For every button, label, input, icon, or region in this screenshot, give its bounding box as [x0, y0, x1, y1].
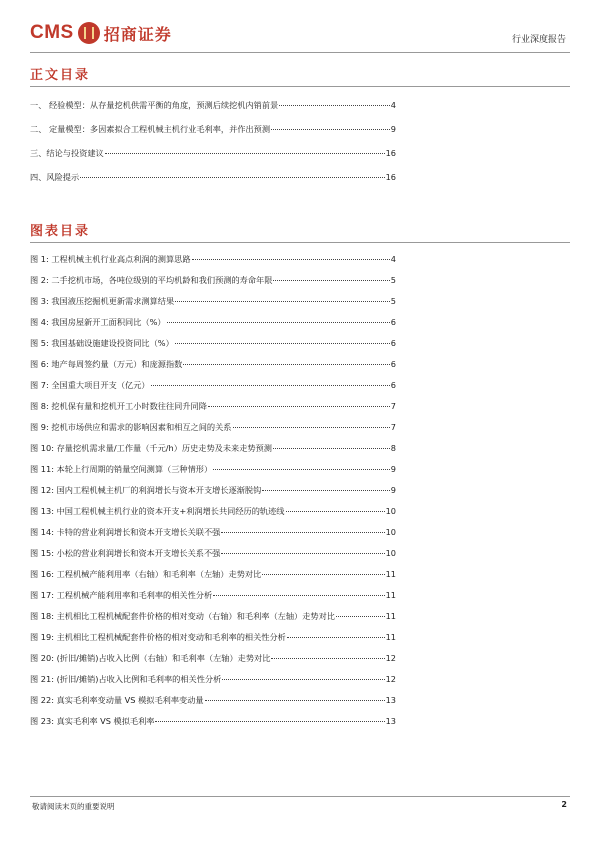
dot-leader	[213, 469, 390, 470]
dot-leader	[208, 406, 390, 407]
figure-entry-label: 图 11: 本轮上行周期的销量空间测算（三种情形）	[30, 464, 213, 474]
figure-entry-label: 图 4: 我国房屋新开工面积同比（%）	[30, 317, 166, 327]
figure-entry[interactable]	[30, 527, 396, 548]
figure-entry[interactable]	[30, 359, 396, 380]
figure-entry-label: 图 10: 存量挖机需求量/工作量（千元/h）历史走势及未来走势预测	[30, 443, 272, 453]
dot-leader	[271, 658, 384, 659]
dot-leader	[221, 532, 384, 533]
figure-entry[interactable]	[30, 464, 396, 485]
logo-text: CMS	[30, 22, 74, 43]
figure-entry-label: 图 13: 中国工程机械主机行业的资本开支+利润增长共同经历的轨迹线	[30, 506, 285, 516]
figure-entry[interactable]	[30, 590, 396, 611]
contents-entry[interactable]	[30, 124, 396, 148]
figure-entry-page: 5	[390, 275, 396, 285]
contents-entry[interactable]	[30, 100, 396, 124]
contents-entry-label: 一、 经验模型：从存量挖机供需平衡的角度，预测后续挖机内销前景	[30, 100, 279, 110]
figure-entry-label: 图 16: 工程机械产能利用率（右轴）和毛利率（左轴）走势对比	[30, 569, 262, 579]
figure-entry[interactable]	[30, 338, 396, 359]
figure-entry-label: 图 5: 我国基础设施建设投资同比（%）	[30, 338, 174, 348]
contents-entry[interactable]	[30, 172, 396, 196]
dot-leader	[192, 259, 390, 260]
contents-divider	[30, 86, 570, 87]
figure-entry-page: 6	[390, 317, 396, 327]
dot-leader	[205, 700, 385, 701]
figure-entry-page: 9	[390, 464, 396, 474]
figure-entry[interactable]	[30, 674, 396, 695]
figure-entry-label: 图 9: 挖机市场供应和需求的影响因素和相互之间的关系	[30, 422, 232, 432]
figure-entry[interactable]	[30, 506, 396, 527]
cms-logo	[30, 18, 172, 48]
figure-entry-label: 图 18: 主机相比工程机械配套件价格的相对变动（右轴）和毛利率（左轴）走势对比	[30, 611, 335, 621]
dot-leader	[175, 301, 390, 302]
figure-entry-page: 4	[390, 254, 396, 264]
figure-entry-label: 图 8: 挖机保有量和挖机开工小时数往往同升同降	[30, 401, 207, 411]
figure-entry[interactable]	[30, 296, 396, 317]
figure-entry-page: 7	[390, 422, 396, 432]
figure-entry-label: 图 15: 小松的营业利润增长和资本开支增长关系不强	[30, 548, 221, 558]
dot-leader	[336, 616, 385, 617]
figure-entry-page: 6	[390, 359, 396, 369]
figure-entry-label: 图 3: 我国液压挖掘机更新需求测算结果	[30, 296, 175, 306]
contents-entry-label: 三、结论与投资建议	[30, 148, 104, 158]
contents-entry[interactable]	[30, 148, 396, 172]
figure-entry-label: 图 19: 主机相比工程机械配套件价格的相对变动和毛利率的相关性分析	[30, 632, 286, 642]
figure-entry[interactable]	[30, 611, 396, 632]
contents-entry-page: 4	[390, 100, 396, 110]
figure-entry-page: 13	[385, 695, 396, 705]
contents-entry-page: 16	[385, 148, 396, 158]
figure-entry-page: 8	[390, 443, 396, 453]
figure-entry-page: 11	[385, 611, 396, 621]
figure-entry-page: 6	[390, 338, 396, 348]
logo-emblem-icon	[78, 22, 100, 44]
dot-leader	[80, 177, 384, 178]
figure-entry[interactable]	[30, 653, 396, 674]
figure-entry[interactable]	[30, 443, 396, 464]
figure-entry[interactable]	[30, 569, 396, 590]
dot-leader	[233, 427, 390, 428]
figure-entry[interactable]	[30, 317, 396, 338]
figure-entry-page: 10	[385, 506, 396, 516]
figure-entry-page: 12	[385, 653, 396, 663]
figure-entry[interactable]	[30, 485, 396, 506]
figure-entry-page: 11	[385, 632, 396, 642]
page-header	[30, 18, 570, 48]
dot-leader	[222, 679, 384, 680]
figure-entry-label: 图 6: 地产每周签约量（万元）和庞源指数	[30, 359, 183, 369]
header-divider	[30, 52, 570, 53]
dot-leader	[151, 385, 390, 386]
figure-entry-label: 图 17: 工程机械产能利用率和毛利率的相关性分析	[30, 590, 213, 600]
contents-entry-page: 16	[385, 172, 396, 182]
figure-entry[interactable]	[30, 275, 396, 296]
figure-entry[interactable]	[30, 548, 396, 569]
figure-entry-page: 5	[390, 296, 396, 306]
figure-entry-label: 图 22: 真实毛利率变动量 VS 模拟毛利率变动量	[30, 695, 204, 705]
dot-leader	[286, 511, 385, 512]
contents-entry-label: 四、风险提示	[30, 172, 80, 182]
figure-entry[interactable]	[30, 254, 396, 275]
figure-entry-label: 图 21: (折旧/摊销)占收入比例和毛利率的相关性分析	[30, 674, 222, 684]
figure-entry[interactable]	[30, 632, 396, 653]
figures-title: 图表目录	[30, 224, 91, 239]
dot-leader	[262, 574, 384, 575]
footer-divider	[30, 796, 570, 797]
figure-entry[interactable]	[30, 695, 396, 716]
figure-entry[interactable]	[30, 380, 396, 401]
figure-entry-page: 11	[385, 590, 396, 600]
figure-entry[interactable]	[30, 422, 396, 443]
dot-leader	[287, 637, 385, 638]
figure-entry-label: 图 20: (折旧/摊销)占收入比例（右轴）和毛利率（左轴）走势对比	[30, 653, 271, 663]
figure-entry-label: 图 1: 工程机械主机行业高点利润的测算思路	[30, 254, 191, 264]
contents-title: 正文目录	[30, 68, 91, 83]
figures-divider	[30, 242, 570, 243]
dot-leader	[183, 364, 389, 365]
dot-leader	[273, 280, 389, 281]
figure-entry-page: 6	[390, 380, 396, 390]
contents-list	[30, 100, 396, 196]
dot-leader	[167, 322, 390, 323]
figure-entry-page: 9	[390, 485, 396, 495]
figures-list	[30, 254, 396, 737]
figure-entry-label: 图 14: 卡特的营业利润增长和资本开支增长关联不强	[30, 527, 221, 537]
figure-entry-label: 图 12: 国内工程机械主机厂的利润增长与资本开支增长逐渐脱钩	[30, 485, 262, 495]
dot-leader	[175, 343, 390, 344]
page-number: 2	[561, 800, 567, 809]
figure-entry-page: 13	[385, 716, 396, 726]
figure-entry-page: 11	[385, 569, 396, 579]
dot-leader	[279, 105, 390, 106]
figure-entry-label: 图 7: 全国重大项目开支（亿元）	[30, 380, 150, 390]
dot-leader	[271, 129, 390, 130]
contents-entry-page: 9	[390, 124, 396, 134]
dot-leader	[262, 490, 390, 491]
figure-entry-page: 12	[385, 674, 396, 684]
figure-entry-page: 10	[385, 527, 396, 537]
logo-chinese-name: 招商证券	[103, 24, 172, 44]
footer-disclaimer: 敬请阅读末页的重要说明	[32, 802, 115, 811]
dot-leader	[155, 721, 384, 722]
dot-leader	[273, 448, 390, 449]
figure-entry[interactable]	[30, 716, 396, 737]
figure-entry-label: 图 23: 真实毛利率 VS 模拟毛利率	[30, 716, 155, 726]
contents-entry-label: 二、 定量模型：多因素拟合工程机械主机行业毛利率，并作出预测	[30, 124, 271, 134]
figure-entry-label: 图 2: 二手挖机市场，各吨位级别的平均机龄和我们预测的寿命年限	[30, 275, 273, 285]
dot-leader	[213, 595, 384, 596]
figure-entry[interactable]	[30, 401, 396, 422]
figure-entry-page: 7	[390, 401, 396, 411]
dot-leader	[105, 153, 385, 154]
report-type-label: 行业深度报告	[511, 35, 566, 45]
dot-leader	[221, 553, 384, 554]
figure-entry-page: 10	[385, 548, 396, 558]
